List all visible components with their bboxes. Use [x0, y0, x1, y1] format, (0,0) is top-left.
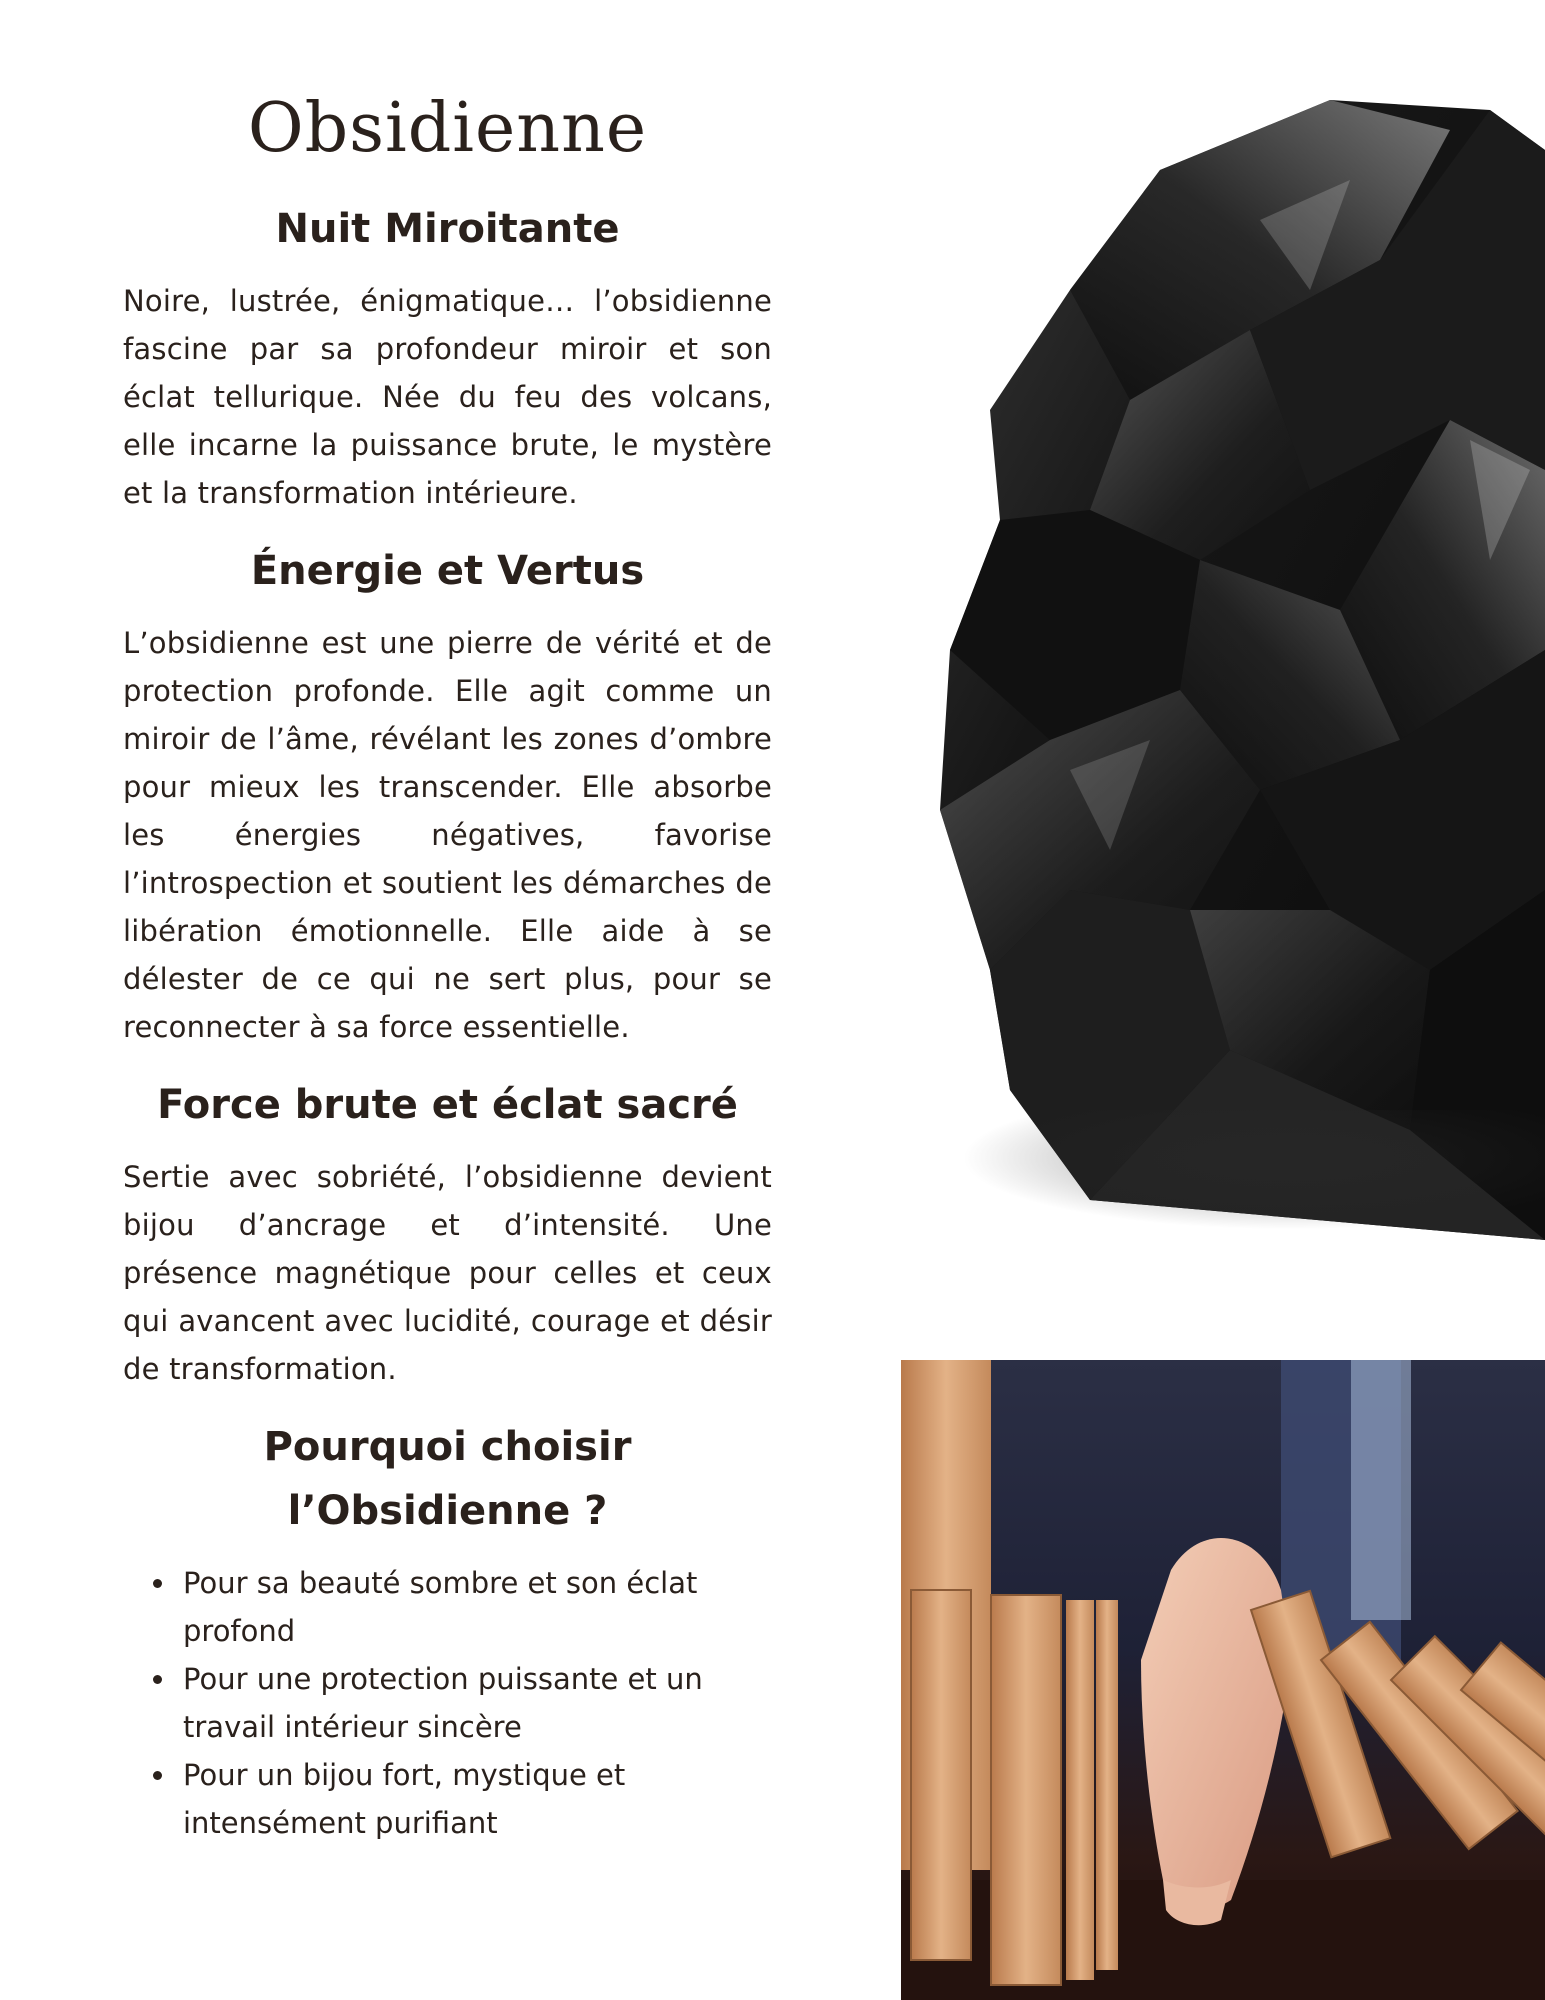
section-text-force: Sertie avec sobriété, l’obsidienne devient bijou d’ancrage et d’intensité. Une présence magnétique pour celles et ceux qui avancent avec lucidité, courage et désir de transformation.: [123, 1160, 772, 1386]
section-heading-nuit: Nuit Miroitante: [275, 206, 620, 252]
page-title: Obsidienne: [247, 89, 648, 168]
obsidian-stone-image: [930, 90, 1545, 1250]
domino-protection-image: [901, 1360, 1545, 2000]
obsidian-stone-icon: [930, 90, 1545, 1250]
domino-hand-icon: [901, 1360, 1545, 2000]
bullet-icon: [153, 1579, 162, 1588]
why-list-item: [183, 1559, 772, 1655]
why-list: [123, 1559, 772, 1847]
section-heading-energie: Énergie et Vertus: [250, 548, 645, 594]
why-heading-line1: Pourquoi choisir: [263, 1424, 632, 1470]
why-item-text: Pour un bijou fort, mystique et intensément purifiant: [183, 1758, 626, 1840]
section-text-nuit: Noire, lustrée, énigmatique… l’obsidienne fascine par sa profondeur miroir et son éclat tellurique. Née du feu des volcans, elle incarne la puissance brute, le mystère et la transformation intérieure.: [123, 284, 772, 510]
why-list-item: [183, 1655, 772, 1751]
why-heading-line2: l’Obsidienne ?: [287, 1488, 608, 1534]
why-list-item: [183, 1751, 772, 1847]
bullet-icon: [153, 1771, 162, 1780]
stone-shadow: [960, 1110, 1545, 1230]
section-heading-force: Force brute et éclat sacré: [157, 1082, 738, 1128]
section-text-energie: L’obsidienne est une pierre de vérité et de protection profonde. Elle agit comme un miroir de l’âme, révélant les zones d’ombre pour mieux les transcender. Elle absorbe les énergies négatives, favorise l’introspection et soutient les démarches de libération émotionnelle. Elle aide à se délester de ce qui ne sert plus, pour se reconnecter à sa force essentielle.: [123, 626, 772, 1044]
why-item-text: Pour une protection puissante et un travail intérieur sincère: [183, 1662, 703, 1744]
why-item-text: Pour sa beauté sombre et son éclat profond: [183, 1566, 698, 1648]
bullet-icon: [153, 1675, 162, 1684]
text-column: [123, 89, 772, 1847]
why-heading: [123, 1415, 772, 1543]
